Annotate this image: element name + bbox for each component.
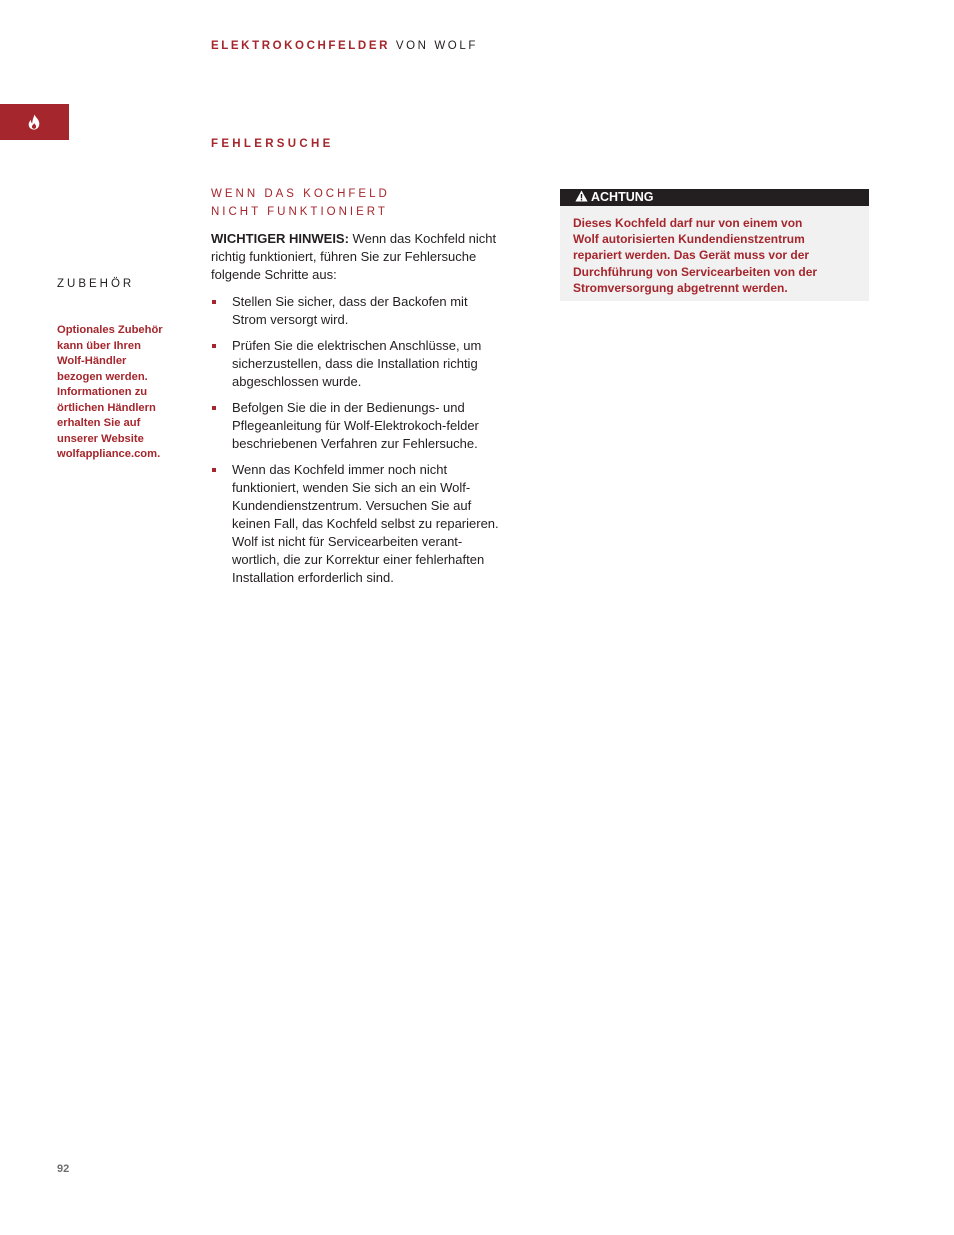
step-line: wortlich, die zur Korrektur einer fehlerhaften bbox=[232, 552, 485, 567]
main-column bbox=[211, 230, 529, 587]
warning-line: Wolf autorisierten Kundendienstzentrum bbox=[573, 232, 805, 247]
warning-line: repariert werden. Das Gerät muss vor der bbox=[573, 248, 810, 263]
troubleshooting-steps bbox=[211, 293, 529, 587]
step-line: Befolgen Sie die in der Bedienungs- und bbox=[232, 400, 465, 415]
intro-label: WICHTIGER HINWEIS: bbox=[211, 231, 349, 246]
intro-line bbox=[211, 230, 529, 248]
intro-paragraph bbox=[211, 230, 529, 284]
step-line: beschriebenen Verfahren zur Fehlersuche. bbox=[232, 436, 478, 451]
subheading-line: WENN DAS KOCHFELD bbox=[211, 188, 390, 200]
step-line: Prüfen Sie die elektrischen Anschlüsse, um bbox=[232, 338, 482, 353]
warning-line: Durchführung von Servicearbeiten von der bbox=[573, 264, 818, 279]
sidebar-note-link: wolfappliance.com. bbox=[57, 448, 161, 460]
warning-header bbox=[560, 189, 869, 206]
header-rest: VON WOLF bbox=[395, 40, 478, 52]
intro-first: Wenn das Kochfeld nicht bbox=[348, 231, 497, 246]
intro-line: richtig funktioniert, führen Sie zur Fehlersuche bbox=[211, 249, 477, 264]
subheading-line: NICHT FUNKTIONIERT bbox=[211, 206, 388, 218]
warning-triangle-icon bbox=[575, 190, 588, 202]
sidebar-note-line: Wolf-Händler bbox=[57, 355, 127, 367]
sidebar-note-line: unserer Website bbox=[57, 432, 144, 445]
sidebar-note bbox=[57, 323, 185, 463]
bullet-square-icon bbox=[212, 344, 216, 348]
step-line: Wolf ist nicht für Servicearbeiten verant- bbox=[232, 534, 463, 549]
section-tab bbox=[0, 104, 69, 140]
step-line: Pflegeanleitung für Wolf-Elektrokoch-felder bbox=[232, 418, 479, 433]
bullet-square-icon bbox=[212, 468, 216, 472]
warning-box bbox=[560, 189, 869, 301]
step-line: Stellen Sie sicher, dass der Backofen mit bbox=[232, 294, 468, 309]
step-line: Kundendienstzentrum. Versuchen Sie auf bbox=[232, 498, 472, 513]
list-item bbox=[211, 293, 529, 329]
warning-label: ACHTUNG bbox=[591, 190, 654, 204]
page-number: 92 bbox=[57, 1163, 70, 1175]
sidebar-note-line: Optionales Zubehör bbox=[57, 324, 163, 336]
warning-line: Dieses Kochfeld darf nur von einem von bbox=[573, 216, 803, 230]
subheading bbox=[211, 185, 390, 221]
step-line: Installation erforderlich sind. bbox=[232, 570, 394, 585]
intro-line: folgende Schritte aus: bbox=[211, 267, 337, 282]
flame-icon bbox=[28, 114, 40, 130]
step-line: funktioniert, wenden Sie sich an ein Wolf- bbox=[232, 480, 471, 495]
sidebar-note-line: bezogen werden. bbox=[57, 370, 148, 383]
bullet-square-icon bbox=[212, 300, 216, 304]
list-item bbox=[211, 399, 529, 453]
header-brand: ELEKTROKOCHFELDER bbox=[211, 40, 391, 52]
sidebar-note-line: örtlichen Händlern bbox=[57, 401, 156, 414]
sidebar-note-line: kann über Ihren bbox=[57, 339, 141, 352]
sidebar-note-line: Informationen zu bbox=[57, 386, 148, 398]
bullet-square-icon bbox=[212, 406, 216, 410]
warning-text bbox=[560, 206, 869, 296]
sidebar-note-line: erhalten Sie auf bbox=[57, 417, 141, 429]
step-line: abgeschlossen wurde. bbox=[232, 374, 362, 389]
sidebar-heading: ZUBEHÖR bbox=[57, 278, 135, 290]
step-line: Wenn das Kochfeld immer noch nicht bbox=[232, 462, 448, 477]
step-line: sicherzustellen, dass die Installation richtig bbox=[232, 356, 478, 371]
warning-line: Stromversorgung abgetrennt werden. bbox=[573, 280, 788, 295]
section-title: FEHLERSUCHE bbox=[211, 138, 334, 150]
step-line: keinen Fall, das Kochfeld selbst zu reparieren. bbox=[232, 516, 499, 531]
running-header bbox=[211, 40, 478, 52]
step-line: Strom versorgt wird. bbox=[232, 312, 349, 327]
list-item bbox=[211, 337, 529, 391]
list-item bbox=[211, 461, 529, 587]
